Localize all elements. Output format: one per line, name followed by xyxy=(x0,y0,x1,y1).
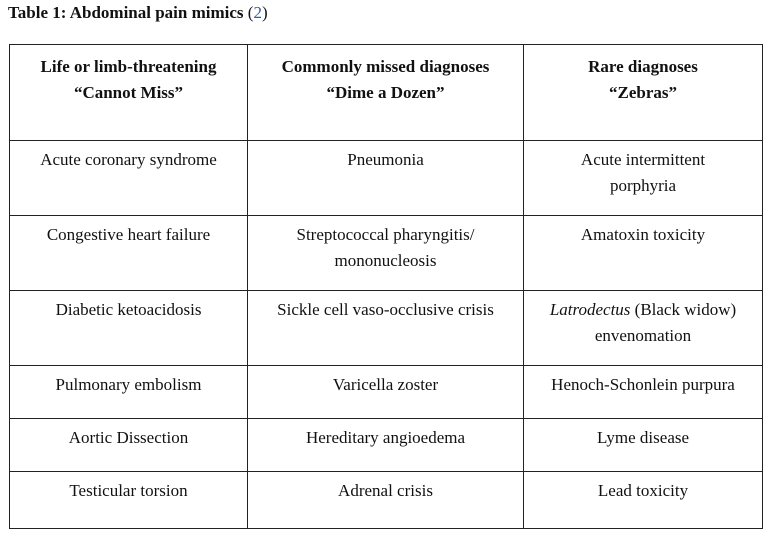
caption-close-paren: ) xyxy=(261,3,268,22)
header-life-threatening xyxy=(10,45,248,141)
table-row xyxy=(10,216,763,291)
table-cell xyxy=(524,291,763,366)
header-subline: “Cannot Miss” xyxy=(73,83,184,102)
cell-text: Congestive heart failure xyxy=(46,225,211,244)
cell-text: Lyme disease xyxy=(596,428,690,447)
cell-text: Testicular torsion xyxy=(69,481,188,500)
table-cell xyxy=(248,419,524,472)
header-commonly-missed xyxy=(248,45,524,141)
header-line: Commonly missed diagnoses xyxy=(281,57,490,76)
table-cell xyxy=(524,419,763,472)
table-cell xyxy=(248,291,524,366)
genus-name: Latrodectus xyxy=(549,300,631,319)
cell-text: porphyria xyxy=(609,176,677,195)
cell-text: Hereditary angioedema xyxy=(305,428,466,447)
header-subline: “Zebras” xyxy=(609,83,677,102)
table-row xyxy=(10,141,763,216)
table-cell xyxy=(248,141,524,216)
cell-text: Diabetic ketoacidosis xyxy=(55,300,202,319)
table-cell xyxy=(524,472,763,529)
table-cell xyxy=(248,472,524,529)
cell-text: Pulmonary embolism xyxy=(55,375,202,394)
cell-text-rest: (Black widow) xyxy=(630,300,737,319)
header-line: Rare diagnoses xyxy=(588,57,698,76)
cell-text: Acute intermittent xyxy=(580,150,706,169)
table-cell xyxy=(524,366,763,419)
table-cell xyxy=(10,472,248,529)
cell-text xyxy=(528,297,758,323)
table-cell xyxy=(10,141,248,216)
cell-text: Aortic Dissection xyxy=(68,428,189,447)
header-line: Life or limb-threatening xyxy=(40,57,217,76)
header-subline: “Dime a Dozen” xyxy=(326,83,445,102)
cell-text: Henoch-Schonlein purpura xyxy=(551,375,735,394)
table-cell xyxy=(524,141,763,216)
cell-text: Acute coronary syndrome xyxy=(40,150,217,169)
table-cell xyxy=(10,291,248,366)
cell-text: Varicella zoster xyxy=(332,375,439,394)
cell-text: envenomation xyxy=(594,326,692,345)
table-cell xyxy=(10,216,248,291)
cell-text: mononucleosis xyxy=(334,251,437,270)
table-row xyxy=(10,291,763,366)
table-caption xyxy=(8,3,268,23)
cell-text: Sickle cell vaso-occlusive crisis xyxy=(277,300,494,319)
table-cell xyxy=(248,366,524,419)
cell-text: Streptococcal pharyngitis/ xyxy=(296,225,475,244)
header-rare xyxy=(524,45,763,141)
cell-text: Lead toxicity xyxy=(597,481,689,500)
table-row xyxy=(10,472,763,529)
table-header-row xyxy=(10,45,763,141)
table-row xyxy=(10,419,763,472)
abdominal-pain-mimics-table xyxy=(9,44,763,529)
table-cell xyxy=(10,419,248,472)
caption-open-paren: ( xyxy=(247,3,254,22)
table-row xyxy=(10,366,763,419)
table-cell xyxy=(524,216,763,291)
cell-text: Pneumonia xyxy=(347,150,424,169)
table-cell xyxy=(248,216,524,291)
table-cell xyxy=(10,366,248,419)
caption-title: Table 1: Abdominal pain mimics xyxy=(8,3,244,22)
citation-link[interactable]: 2 xyxy=(253,3,262,22)
cell-text: Adrenal crisis xyxy=(338,481,433,500)
cell-text: Amatoxin toxicity xyxy=(580,225,706,244)
